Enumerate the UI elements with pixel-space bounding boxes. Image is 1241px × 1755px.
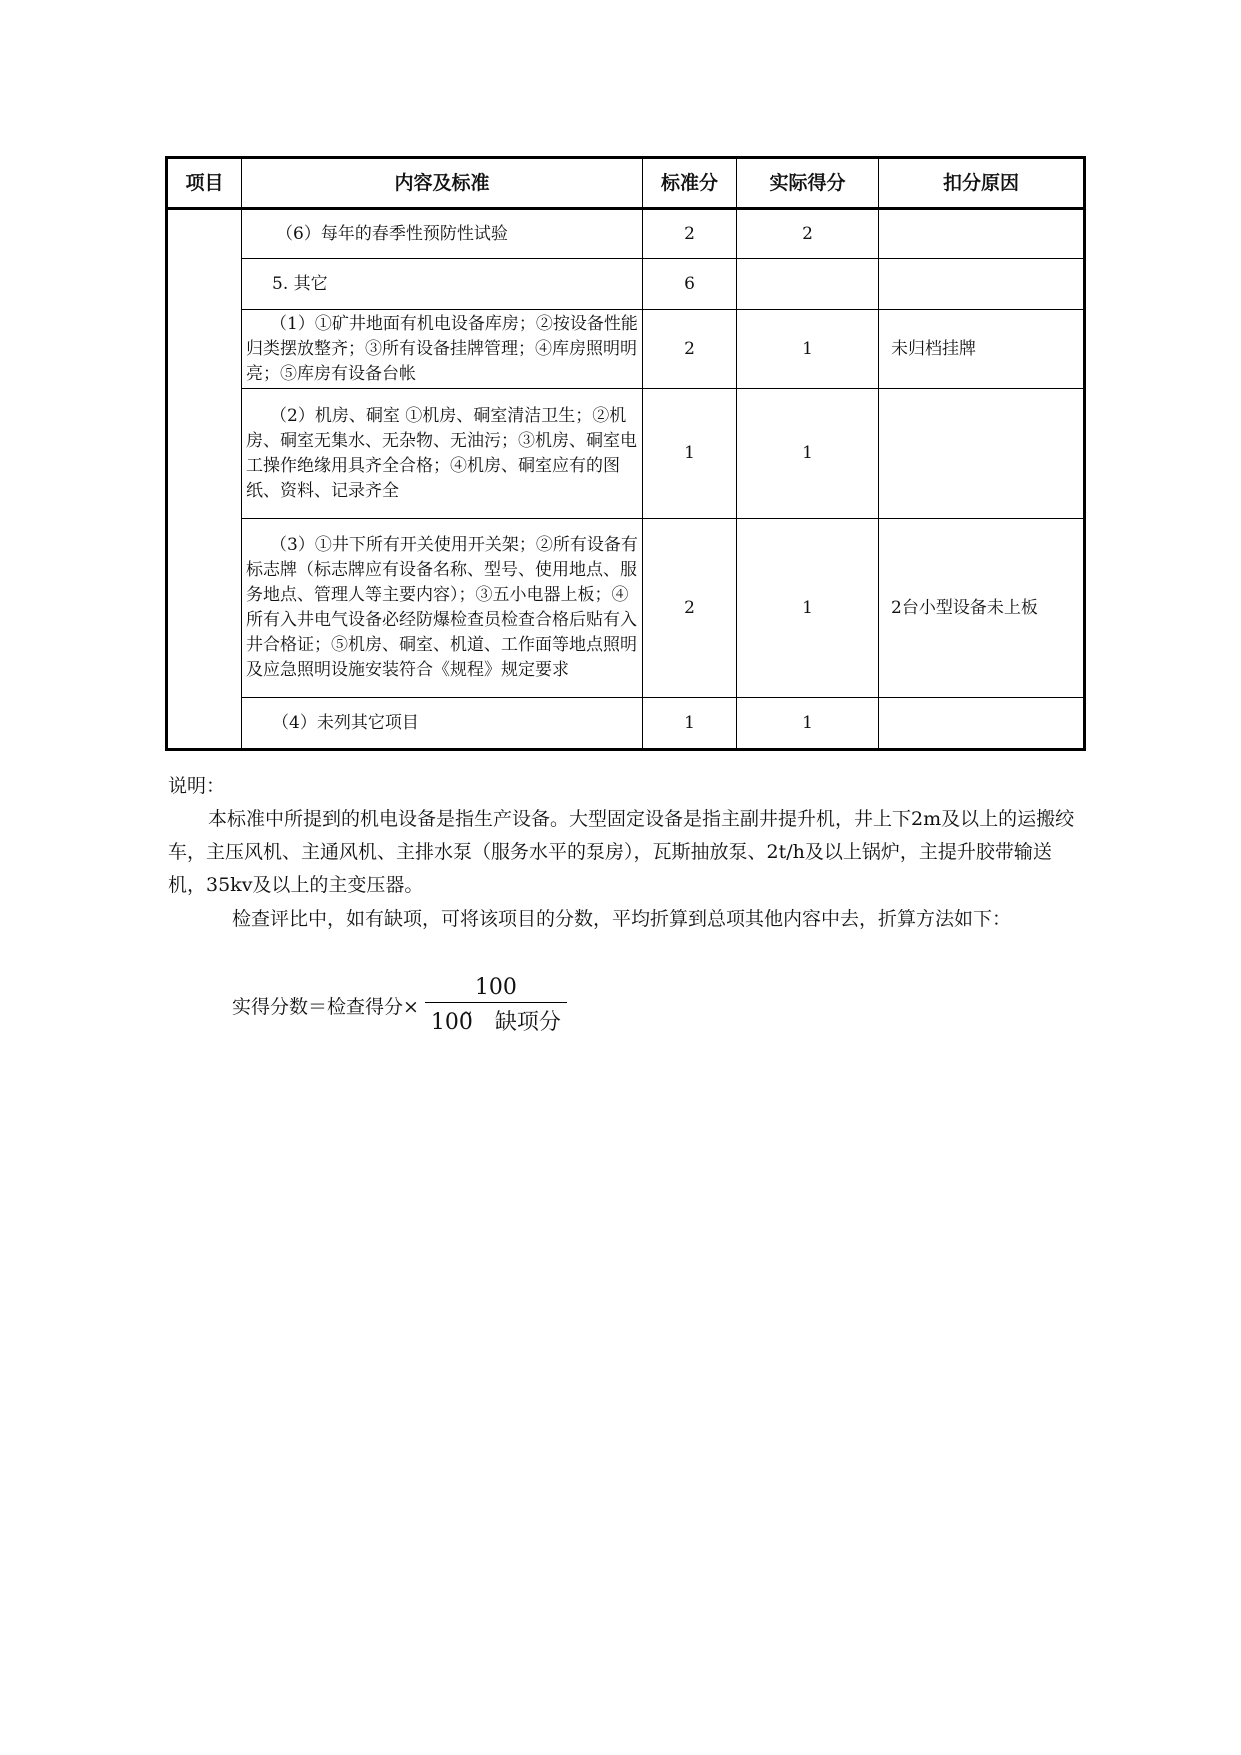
actual-cell: 1 <box>737 310 879 389</box>
content-cell: （6）每年的春季性预防性试验 <box>242 209 643 259</box>
actual-cell: 1 <box>737 698 879 750</box>
reason-cell: 未归档挂牌 <box>879 310 1085 389</box>
table-row <box>167 698 1085 750</box>
actual-cell: 1 <box>737 389 879 519</box>
conversion-formula <box>232 975 567 1036</box>
content-cell: （2）机房、硐室 ①机房、硐室清洁卫生；②机房、硐室无集水、无杂物、无油污；③机房、硐室电工操作绝缘用具齐全合格；④机房、硐室应有的图纸、资料、记录齐全 <box>242 389 643 519</box>
reason-cell: 2台小型设备未上板 <box>879 519 1085 698</box>
table-row <box>167 519 1085 698</box>
formula-denominator: 100̃ 缺项分 <box>425 1002 567 1036</box>
standard-cell: 2 <box>643 519 737 698</box>
standard-cell: 1 <box>643 698 737 750</box>
actual-cell: 2 <box>737 209 879 259</box>
actual-cell <box>737 259 879 310</box>
header-content: 内容及标准 <box>242 158 643 209</box>
header-reason: 扣分原因 <box>879 158 1085 209</box>
header-standard: 标准分 <box>643 158 737 209</box>
notes-title: 说明： <box>168 775 226 797</box>
standard-cell: 6 <box>643 259 737 310</box>
table-row <box>167 259 1085 310</box>
content-cell: 5. 其它 <box>242 259 643 310</box>
reason-cell <box>879 259 1085 310</box>
reason-cell <box>879 389 1085 519</box>
table-row <box>167 389 1085 519</box>
table-header <box>167 158 1085 209</box>
reason-cell <box>879 209 1085 259</box>
item-cell <box>167 209 242 750</box>
formula-lhs: 实得分数＝检查得分× <box>232 996 419 1018</box>
standard-cell: 2 <box>643 310 737 389</box>
formula-numerator: 100 <box>474 975 517 1000</box>
content-cell: （1）①矿井地面有机电设备库房；②按设备性能归类摆放整齐；③所有设备挂牌管理；④库房照明明亮；⑤库房有设备台帐 <box>242 310 643 389</box>
standard-cell: 2 <box>643 209 737 259</box>
content-cell: （3）①井下所有开关使用开关架；②所有设备有标志牌（标志牌应有设备名称、型号、使用地点、服务地点、管理人等主要内容）；③五小电器上板；④所有入井电气设备必经防爆检查员检查合格后贴有入井合格证；⑤机房、硐室、机道、工作面等地点照明及应急照明设施安装符合《规程》规定要求 <box>242 519 643 698</box>
notes-paragraph-2: 检查评比中，如有缺项，可将该项目的分数，平均折算到总项其他内容中去，折算方法如下： <box>232 908 1012 930</box>
score-table <box>165 156 1086 751</box>
header-item: 项目 <box>167 158 242 209</box>
reason-cell <box>879 698 1085 750</box>
actual-cell: 1 <box>737 519 879 698</box>
standard-cell: 1 <box>643 389 737 519</box>
formula-fraction <box>425 975 567 1036</box>
header-actual: 实际得分 <box>737 158 879 209</box>
table-row <box>167 310 1085 389</box>
table-row <box>167 209 1085 259</box>
notes-paragraph-1: 本标准中所提到的机电设备是指生产设备。大型固定设备是指主副井提升机，井上下2m及以上的运搬绞车，主压风机、主通风机、主排水泵（服务水平的泵房），瓦斯抽放泵、2t/h及以上锅炉，主提升胶带输送机，35kv及以上的主变压器。 <box>168 808 1075 896</box>
content-cell: （4）未列其它项目 <box>242 698 643 750</box>
